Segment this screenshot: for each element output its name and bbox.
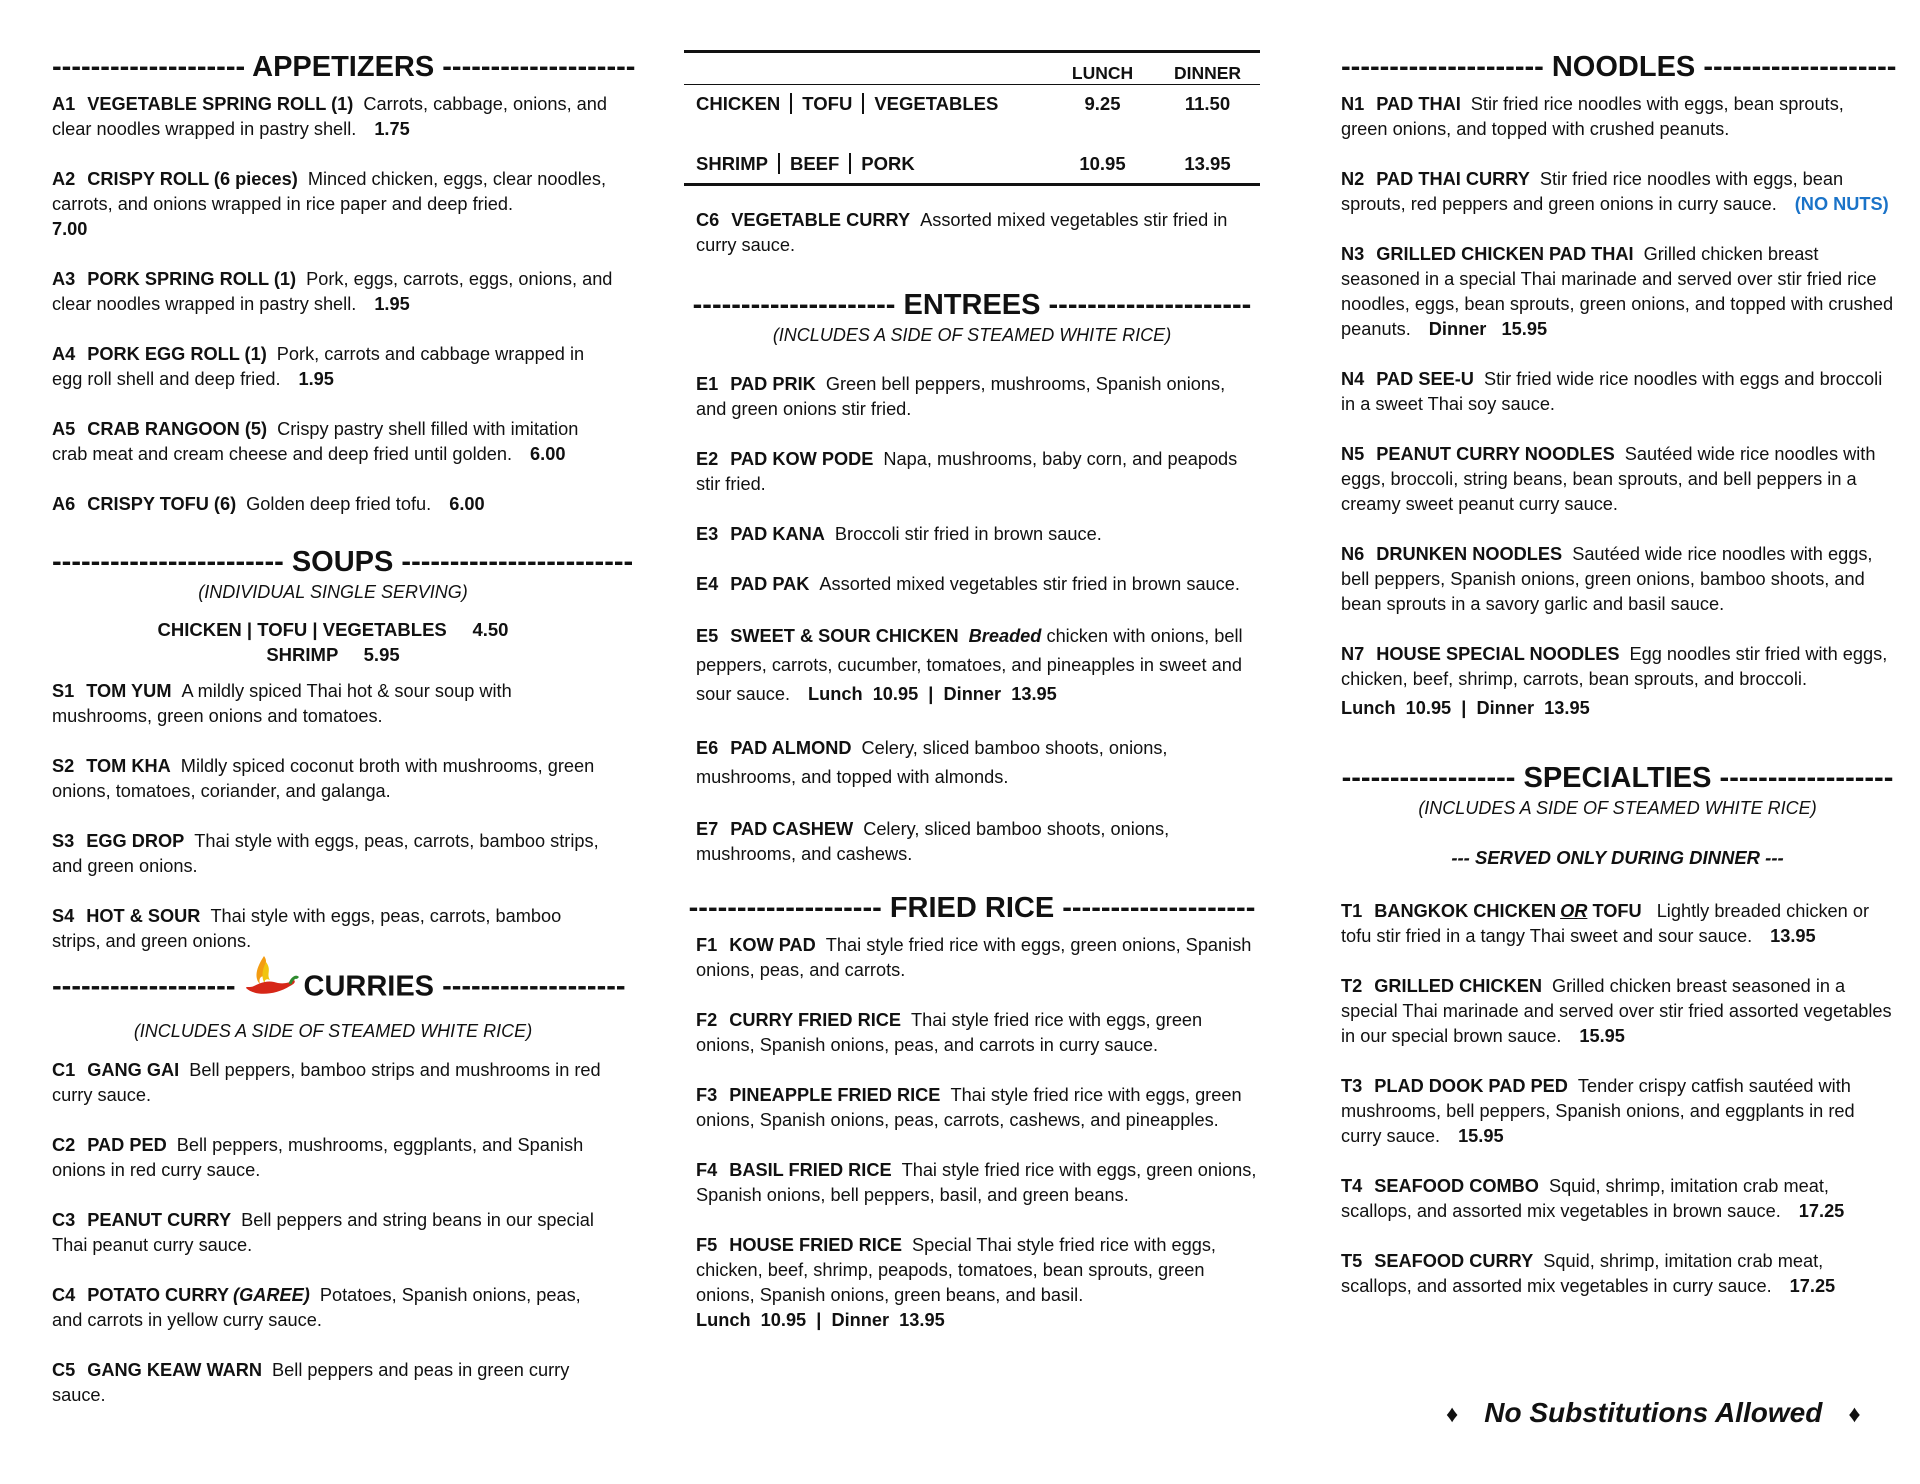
specialties-heading: ------------------ SPECIALTIES ------------------ xyxy=(1341,762,1894,794)
protein-price-table xyxy=(684,50,1260,186)
menu-item-e4: E4 PAD PAK Assorted mixed vegetables stir fried in brown sauce. xyxy=(696,574,1240,594)
appetizers-heading: -------------------- APPETIZERS -------------------- xyxy=(52,51,636,83)
entrees-note: (INCLUDES A SIDE OF STEAMED WHITE RICE) xyxy=(772,325,1172,345)
column-left xyxy=(52,50,636,1408)
menu-item-f5: F5 HOUSE FRIED RICE Special Thai style fried rice with eggs, chicken, beef, shrimp, peapods, tomatoes, bean sprouts, green onions, Spanish onions, green beans, and basil. Lunch 10.95 | Dinner 13.95 xyxy=(696,1235,1216,1330)
fried-rice-list xyxy=(684,933,1260,1333)
menu-item-t3: T3 PLAD DOOK PAD PED Tender crispy catfish sautéed with mushrooms, bell peppers, Spanish onions, and eggplants in red curry sauce. 15.95 xyxy=(1341,1076,1855,1146)
noodles-list xyxy=(1341,92,1894,721)
specialties-note: (INCLUDES A SIDE OF STEAMED WHITE RICE) xyxy=(1418,798,1817,818)
protein-row-1: CHICKEN TOFU VEGETABLES 9.25 11.50 xyxy=(696,93,1231,114)
appetizers-list xyxy=(52,92,614,517)
curries-list xyxy=(52,1058,614,1408)
menu-item-n1: N1 PAD THAI Stir fried rice noodles with eggs, bean sprouts, green onions, and topped with crushed peanuts. xyxy=(1341,94,1844,139)
menu-item-a6: A6 CRISPY TOFU (6) Golden deep fried tofu. 6.00 xyxy=(52,494,485,514)
menu-item-t4: T4 SEAFOOD COMBO Squid, shrimp, imitation crab meat, scallops, and assorted mix vegetables in brown sauce. 17.25 xyxy=(1341,1176,1845,1221)
menu-item-n6: N6 DRUNKEN NOODLES Sautéed wide rice noodles with eggs, bell peppers, Spanish onions, green onions, bamboo shoots, and bean sprouts in a savory garlic and basil sauce. xyxy=(1341,544,1873,614)
menu-item-e2: E2 PAD KOW PODE Napa, mushrooms, baby corn, and peapods stir fried. xyxy=(696,449,1238,494)
header-dinner: DINNER xyxy=(1155,52,1260,85)
menu-item-n2: N2 PAD THAI CURRY Stir fried rice noodles with eggs, bean sprouts, red peppers and green onions in curry sauce. (NO NUTS) xyxy=(1341,169,1889,214)
menu-item-e3: E3 PAD KANA Broccoli stir fried in brown sauce. xyxy=(696,524,1102,544)
menu-item-f1: F1 KOW PAD Thai style fried rice with eggs, green onions, Spanish onions, peas, and carrots. xyxy=(696,935,1252,980)
menu-item-a5: A5 CRAB RANGOON (5) Crispy pastry shell filled with imitation crab meat and cream cheese and deep fried until golden. 6.00 xyxy=(52,419,579,464)
soup-price-line-1: CHICKEN | TOFU | VEGETABLES 4.50 xyxy=(157,619,509,640)
noodles-heading: --------------------- NOODLES -------------------- xyxy=(1341,51,1897,83)
diamond-bullet-icon: ♦ xyxy=(1848,1401,1861,1428)
menu-item-n3: N3 GRILLED CHICKEN PAD THAI Grilled chicken breast seasoned in a special Thai marinade and served over stir fried rice noodles, eggs, bean sprouts, green onions, and topped with crushed peanuts. Dinner 15.95 xyxy=(1341,244,1894,339)
protein-table-header xyxy=(684,52,1260,85)
menu-item-s2: S2 TOM KHA Mildly spiced coconut broth with mushrooms, green onions, tomatoes, coriander, and galanga. xyxy=(52,756,595,801)
menu-item-t2: T2 GRILLED CHICKEN Grilled chicken breast seasoned in a special Thai marinade and served over stir fried assorted vegetables in our special brown sauce. 15.95 xyxy=(1341,976,1892,1046)
menu-item-a3: A3 PORK SPRING ROLL (1) Pork, eggs, carrots, eggs, onions, and clear noodles wrapped in pastry shell. 1.95 xyxy=(52,269,613,314)
soup-prices xyxy=(52,617,614,667)
menu-item-a2: A2 CRISPY ROLL (6 pieces) Minced chicken, eggs, clear noodles, carrots, and onions wrapped in rice paper and deep fried. 7.00 xyxy=(52,169,607,239)
curries-note: (INCLUDES A SIDE OF STEAMED WHITE RICE) xyxy=(133,1021,533,1041)
curries-heading: ------------------- CURRIES ------------------- xyxy=(52,958,614,1018)
soup-price-line-2: SHRIMP 5.95 xyxy=(266,644,400,665)
chili-flame-icon xyxy=(240,948,300,1008)
menu-item-c6: C6 VEGETABLE CURRY Assorted mixed vegetables stir fried in curry sauce. xyxy=(696,210,1228,255)
menu-item-a1: A1 VEGETABLE SPRING ROLL (1) Carrots, cabbage, onions, and clear noodles wrapped in pastry shell. 1.75 xyxy=(52,94,608,139)
menu-item-n4: N4 PAD SEE-U Stir fried wide rice noodles with eggs and broccoli in a sweet Thai soy sauce. xyxy=(1341,369,1883,414)
menu-item-s4: S4 HOT & SOUR Thai style with eggs, peas, carrots, bamboo strips, and green onions. xyxy=(52,906,562,951)
fried-rice-heading: -------------------- FRIED RICE -------------------- xyxy=(688,892,1256,924)
entrees-heading: --------------------- ENTREES --------------------- xyxy=(692,289,1252,321)
menu-item-c3: C3 PEANUT CURRY Bell peppers and string beans in our special Thai peanut curry sauce. xyxy=(52,1210,594,1255)
soups-list xyxy=(52,679,614,954)
menu-item-f4: F4 BASIL FRIED RICE Thai style fried rice with eggs, green onions, Spanish onions, bell peppers, basil, and green beans. xyxy=(696,1160,1257,1205)
menu-item-t5: T5 SEAFOOD CURRY Squid, shrimp, imitation crab meat, scallops, and assorted mix vegetables in curry sauce. 17.25 xyxy=(1341,1251,1836,1296)
menu-item-s3: S3 EGG DROP Thai style with eggs, peas, carrots, bamboo strips, and green onions. xyxy=(52,831,599,876)
column-right xyxy=(1341,50,1897,1299)
menu-item-t1: T1 BANGKOK CHICKEN OR TOFU Lightly breaded chicken or tofu stir fried in a tangy Thai sweet and sour sauce. 13.95 xyxy=(1341,901,1870,946)
soups-note: (INDIVIDUAL SINGLE SERVING) xyxy=(198,582,468,602)
menu-item-c1: C1 GANG GAI Bell peppers, bamboo strips and mushrooms in red curry sauce. xyxy=(52,1060,601,1105)
menu-item-n7: N7 HOUSE SPECIAL NOODLES Egg noodles stir fried with eggs, chicken, beef, shrimp, carrots, bean sprouts, and broccoli. Lunch 10.95 | Dinner 13.95 xyxy=(1341,644,1888,718)
soups-heading: ------------------------ SOUPS ------------------------ xyxy=(52,546,634,578)
menu-item-c2: C2 PAD PED Bell peppers, mushrooms, eggplants, and Spanish onions in red curry sauce. xyxy=(52,1135,584,1180)
menu-item-f3: F3 PINEAPPLE FRIED RICE Thai style fried rice with eggs, green onions, Spanish onions, peas, carrots, cashews, and pineapples. xyxy=(696,1085,1242,1130)
menu-item-c4: C4 POTATO CURRY (GAREE) Potatoes, Spanish onions, peas, and carrots in yellow curry sauce. xyxy=(52,1285,581,1330)
menu-item-e1: E1 PAD PRIK Green bell peppers, mushrooms, Spanish onions, and green onions stir fried. xyxy=(696,374,1226,419)
dinner-only-note: --- SERVED ONLY DURING DINNER --- xyxy=(1451,847,1784,868)
entrees-list xyxy=(684,372,1260,867)
footer-note: ♦ No Substitutions Allowed ♦ xyxy=(1446,1397,1861,1428)
specialties-list xyxy=(1341,899,1894,1299)
menu-item-a4: A4 PORK EGG ROLL (1) Pork, carrots and cabbage wrapped in egg roll shell and deep fried. 1.95 xyxy=(52,344,585,389)
menu-item-c5: C5 GANG KEAW WARN Bell peppers and peas in green curry sauce. xyxy=(52,1360,570,1405)
header-lunch: LUNCH xyxy=(1050,52,1155,85)
menu-item-e7: E7 PAD CASHEW Celery, sliced bamboo shoots, onions, mushrooms, and cashews. xyxy=(696,819,1170,864)
diamond-bullet-icon: ♦ xyxy=(1446,1401,1459,1428)
menu-item-f2: F2 CURRY FRIED RICE Thai style fried rice with eggs, green onions, Spanish onions, peas, and carrots in curry sauce. xyxy=(696,1010,1203,1055)
menu-item-n5: N5 PEANUT CURRY NOODLES Sautéed wide rice noodles with eggs, broccoli, string beans, bean sprouts, and bell peppers in a creamy sweet peanut curry sauce. xyxy=(1341,444,1876,514)
menu-item-e6: E6 PAD ALMOND Celery, sliced bamboo shoots, onions, mushrooms, and topped with almonds. xyxy=(696,738,1168,787)
menu-item-s1: S1 TOM YUM A mildly spiced Thai hot & sour soup with mushrooms, green onions and tomatoes. xyxy=(52,681,512,726)
protein-row-2: SHRIMP BEEF PORK 10.95 13.95 xyxy=(696,153,1231,174)
column-middle xyxy=(684,50,1260,1333)
menu-item-e5: E5 SWEET & SOUR CHICKEN Breaded chicken with onions, bell peppers, carrots, cucumber, tomatoes, and pineapples in sweet and sour sauce. Lunch 10.95 | Dinner 13.95 xyxy=(696,626,1243,704)
no-nuts-badge: (NO NUTS) xyxy=(1794,194,1889,214)
